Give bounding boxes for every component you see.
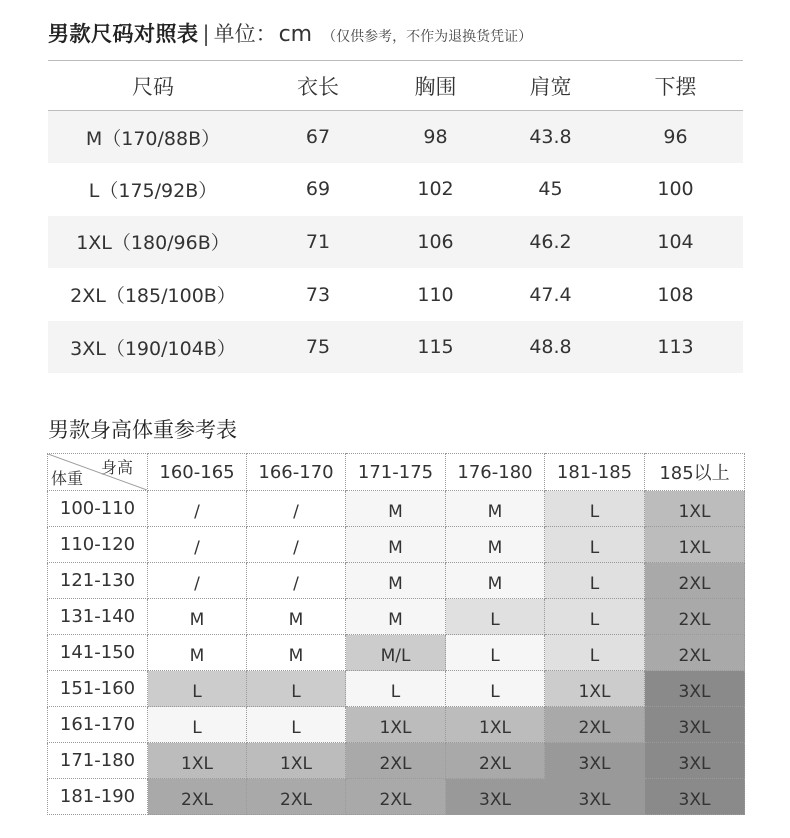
size-cell-length: 69 [305,178,331,201]
recommended-size-cell: L [148,707,247,743]
unit-value: cm [278,22,313,47]
recommended-size-cell: 2XL [148,779,247,815]
fit-chart-row [48,707,745,743]
size-cell-size: 3XL（190/104B） [70,337,236,360]
size-chart-row [48,111,743,164]
recommended-size-cell: L [545,635,645,671]
recommended-size-cell: M [446,491,545,527]
height-range-header: 176-180 [446,454,545,491]
size-cell-shoulder: 45 [538,178,563,201]
size-cell-chest: 110 [417,283,454,306]
size-cell-chest: 98 [423,126,448,149]
recommended-size-cell: 3XL [645,743,745,779]
recommended-size-cell: 2XL [645,599,745,635]
recommended-size-cell: 3XL [446,779,545,815]
fit-chart-title: 男款身高体重参考表 [48,418,237,442]
size-cell-hem: 113 [657,336,694,359]
header-size: 尺码 [132,74,174,99]
weight-range-label: 100-110 [48,491,148,527]
corner-height-label: 身高 [100,458,133,477]
recommended-size-cell: 1XL [148,743,247,779]
recommended-size-cell: M [148,635,247,671]
recommended-size-cell: 3XL [645,707,745,743]
fit-chart-row [48,635,745,671]
weight-range-label: 181-190 [48,779,148,815]
recommended-size-cell: / [148,563,247,599]
size-chart-row [48,321,743,374]
recommended-size-cell: 2XL [645,635,745,671]
recommended-size-cell: / [247,563,346,599]
size-cell-size: L（175/92B） [88,179,218,202]
recommended-size-cell: L [148,671,247,707]
size-chart-row [48,163,743,216]
size-cell-length: 75 [305,336,331,359]
weight-range-label: 141-150 [48,635,148,671]
recommended-size-cell: 2XL [247,779,346,815]
recommended-size-cell: L [545,491,645,527]
recommended-size-cell: 3XL [545,779,645,815]
size-cell-hem: 100 [657,178,694,201]
recommended-size-cell: 1XL [545,671,645,707]
unit-label: 单位： [213,22,277,46]
fit-chart-row [48,599,745,635]
size-chart-row [48,216,743,269]
header-shoulder: 肩宽 [529,74,572,99]
recommended-size-cell: M [446,563,545,599]
header-hem: 下摆 [654,74,697,99]
size-cell-chest: 106 [417,230,454,253]
recommended-size-cell: 1XL [645,491,745,527]
size-chart-title-row [48,18,532,48]
height-range-header: 166-170 [247,454,346,491]
recommended-size-cell: M [346,599,446,635]
fit-chart-row [48,491,745,527]
height-range-header: 171-175 [346,454,446,491]
size-cell-shoulder: 47.4 [529,283,572,306]
recommended-size-cell: L [346,671,446,707]
height-range-header: 185以上 [645,454,745,491]
recommended-size-cell: / [148,527,247,563]
recommended-size-cell: 3XL [645,779,745,815]
recommended-size-cell: 3XL [545,743,645,779]
recommended-size-cell: 3XL [645,671,745,707]
weight-range-label: 171-180 [48,743,148,779]
size-cell-size: M（170/88B） [85,127,221,150]
size-cell-hem: 104 [657,230,694,253]
size-cell-chest: 102 [417,178,454,201]
recommended-size-cell: 2XL [446,743,545,779]
recommended-size-cell: M [346,491,446,527]
size-cell-shoulder: 46.2 [529,230,572,253]
recommended-size-cell: M [247,599,346,635]
disclaimer-note: （仅供参考，不作为退换货凭证） [322,29,533,45]
corner-cell [48,454,148,491]
weight-range-label: 151-160 [48,671,148,707]
header-chest: 胸围 [414,74,457,99]
title-separator: | [202,22,210,46]
weight-range-label: 161-170 [48,707,148,743]
height-range-header: 181-185 [545,454,645,491]
size-cell-length: 73 [305,283,331,306]
size-cell-chest: 115 [417,336,454,359]
recommended-size-cell: M [247,635,346,671]
size-cell-shoulder: 43.8 [529,126,572,149]
size-cell-length: 71 [305,230,331,253]
fit-chart-row [48,779,745,815]
header-length: 衣长 [297,74,339,99]
recommended-size-cell: L [446,671,545,707]
fit-chart-row [48,743,745,779]
recommended-size-cell: M [446,527,545,563]
recommended-size-cell: M/L [346,635,446,671]
size-cell-size: 2XL（185/100B） [70,285,236,308]
recommended-size-cell: M [148,599,247,635]
fit-chart-row [48,563,745,599]
size-cell-shoulder: 48.8 [529,336,572,359]
fit-chart-row [48,527,745,563]
recommended-size-cell: 1XL [446,707,545,743]
height-range-header: 160-165 [148,454,247,491]
recommended-size-cell: 2XL [645,563,745,599]
size-chart-table [48,60,743,373]
size-cell-hem: 96 [663,126,688,149]
size-cell-size: 1XL（180/96B） [76,232,230,255]
weight-range-label: 131-140 [48,599,148,635]
size-cell-hem: 108 [657,283,694,306]
recommended-size-cell: L [247,671,346,707]
fit-chart-row [48,671,745,707]
weight-range-label: 110-120 [48,527,148,563]
recommended-size-cell: / [247,527,346,563]
size-chart-header-row [48,61,743,111]
weight-range-label: 121-130 [48,563,148,599]
recommended-size-cell: L [545,527,645,563]
recommended-size-cell: / [148,491,247,527]
size-chart-row [48,268,743,321]
recommended-size-cell: L [545,599,645,635]
recommended-size-cell: M [346,527,446,563]
size-cell-length: 67 [305,126,331,149]
recommended-size-cell: 1XL [645,527,745,563]
recommended-size-cell: / [247,491,346,527]
fit-chart-table [47,453,745,815]
recommended-size-cell: L [545,563,645,599]
recommended-size-cell: 2XL [545,707,645,743]
recommended-size-cell: 1XL [247,743,346,779]
recommended-size-cell: L [446,599,545,635]
size-chart-title: 男款尺码对照表 [48,22,199,46]
recommended-size-cell: M [346,563,446,599]
recommended-size-cell: 2XL [346,779,446,815]
recommended-size-cell: L [446,635,545,671]
recommended-size-cell: 1XL [346,707,446,743]
recommended-size-cell: 2XL [346,743,446,779]
corner-weight-label: 体重 [51,469,84,488]
fit-chart-header-row [48,454,745,491]
recommended-size-cell: L [247,707,346,743]
